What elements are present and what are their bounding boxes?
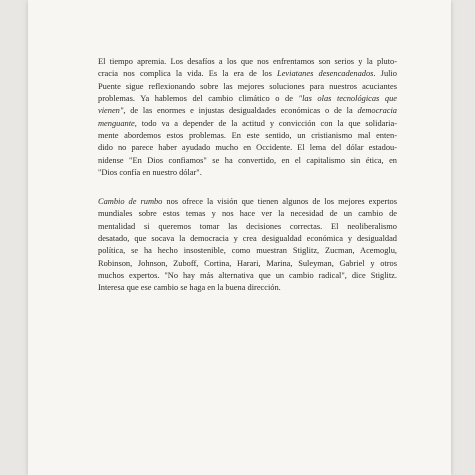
text-line [98,81,397,93]
text-run: , de las enormes e injustas desigualdades económicas o de la [123,106,358,116]
paragraph [98,56,397,179]
italic-text-run: vienen" [98,106,124,116]
text-line [98,208,397,220]
text-run: nidense "En Dios confiamos" se ha convertido, en el capitalismo sin ética, en [98,155,397,165]
text-run: Puente sigue reflexionando sobre las mejores soluciones para nuestros acuciantes [98,81,397,91]
text-line [98,155,397,167]
text-run: cracia nos complica la vida. Es la era de los [98,69,278,79]
book-page [28,0,451,475]
italic-text-run: democracia [357,106,397,116]
text-run: mentalidad si queremos tomar las decisiones correctas. El neoliberalismo [98,221,397,231]
italic-text-run: "las olas tecnológicas que [298,94,397,104]
text-run: mente abordemos estos problemas. En este sentido, un cristianismo mal enten- [98,131,397,141]
paragraph [98,196,397,295]
text-line [98,245,397,257]
text-line [98,270,397,282]
italic-text-run: Cambio de rumbo [98,197,163,206]
text-run: desatado, que socava la democracia y crea desigualdad económica y desigualdad [98,234,397,244]
text-line [98,196,397,208]
text-line [98,233,397,245]
text-line [98,221,397,233]
text-run: Interesa que ese cambio se haga en la buena dirección. [98,283,281,293]
text-run: nos ofrece la visión que tienen algunos de los mejores expertos [162,197,397,206]
text-run: dido no parece haber ayudado mucho en Occidente. El lema del dólar estadou- [98,143,397,153]
text-line [98,142,397,154]
text-run: . Julio [373,69,397,79]
text-run: mundiales sobre estos temas y nos hace ver la necesidad de un cambio de [98,209,397,219]
italic-text-run: menguante [98,118,135,128]
text-run: Robinson, Johnson, Zuboff, Cortina, Harari, Marina, Suleyman, Gabriel y otros [98,258,397,268]
italic-text-run: Leviatanes desencadenados [277,69,374,79]
text-line [98,130,397,142]
text-line [98,105,397,117]
text-line [98,282,397,294]
text-line [98,56,397,68]
text-run: , todo va a depender de la actitud y convicción con la que solidaria- [134,118,397,128]
text-line [98,118,397,130]
text-line [98,93,397,105]
text-run: política, se ha hecho insostenible, como muestran Stiglitz, Zucman, Acemoglu, [98,246,397,256]
text-run: El tiempo apremia. Los desafíos a los que nos enfrentamos son serios y la pluto- [98,57,397,66]
text-line [98,68,397,80]
text-run: "Dios confía en nuestro dólar". [98,168,202,178]
text-run: problemas. Ya hablemos del cambio climático o de [98,94,299,104]
text-line [98,167,397,179]
text-line [98,258,397,270]
text-run: muchos expertos. "No hay más alternativa que un cambio radical", dice Stiglitz. [98,271,397,281]
